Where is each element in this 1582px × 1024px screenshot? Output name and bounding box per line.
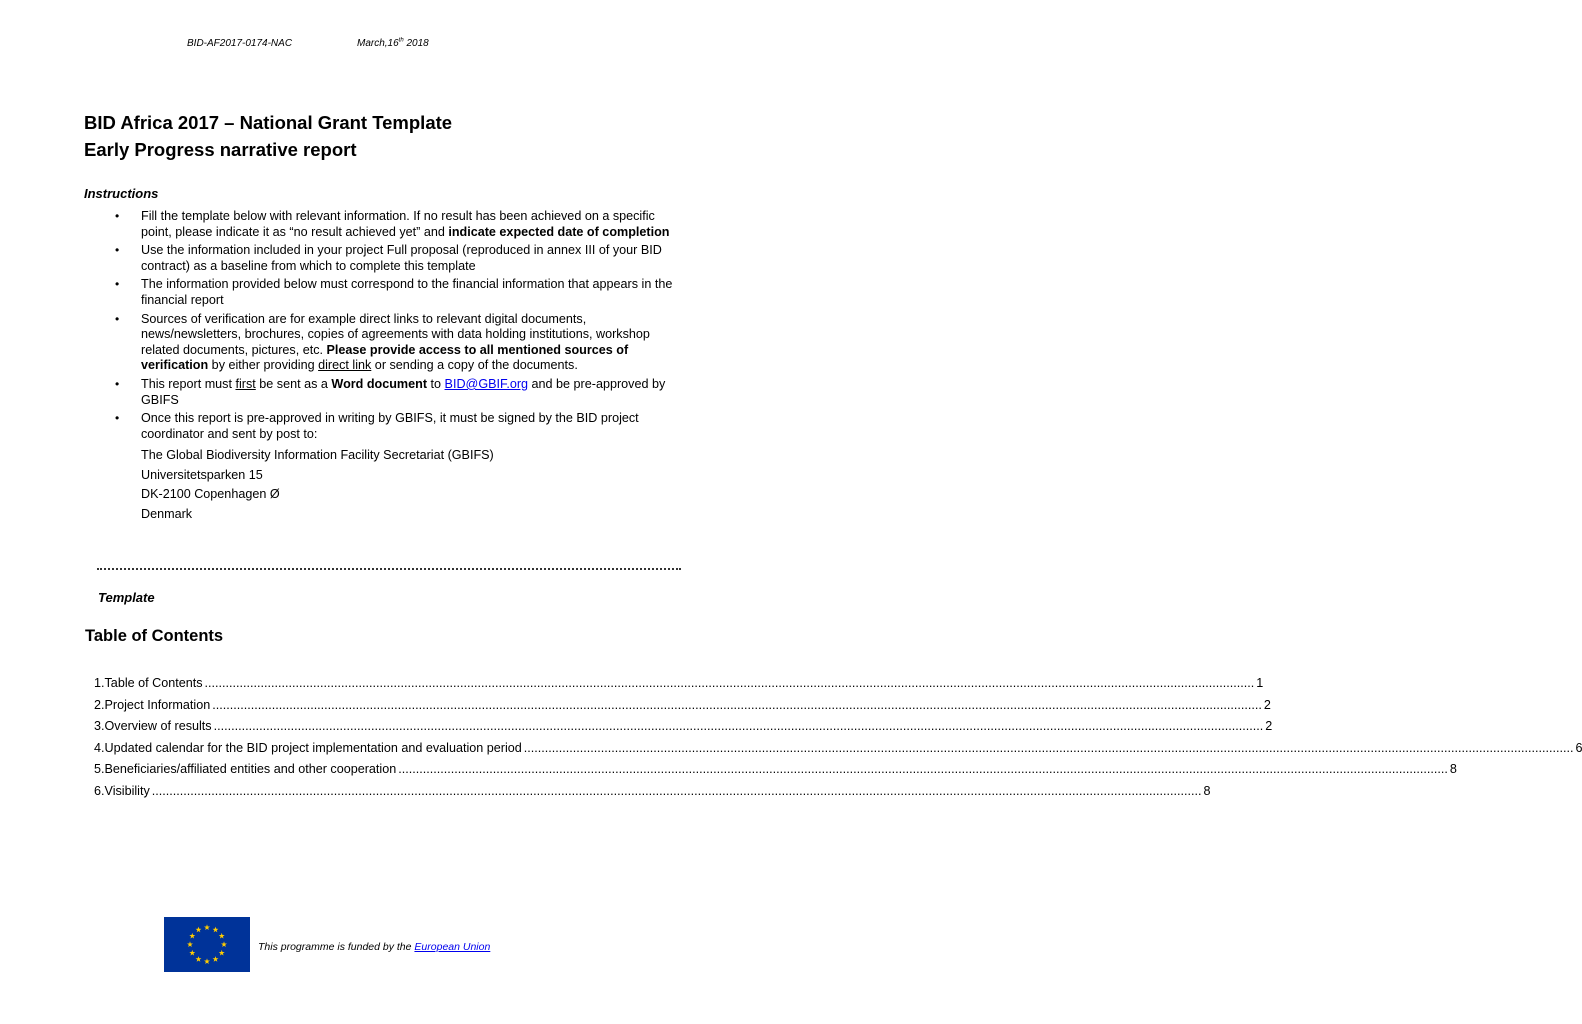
eu-star-icon: [204, 924, 210, 930]
instruction-item: [114, 243, 674, 274]
eu-star-icon: [189, 950, 195, 956]
european-union-link[interactable]: European Union: [414, 941, 491, 953]
direct-link-text: direct link: [318, 358, 372, 373]
toc-title: Table of Contents: [104, 676, 203, 690]
toc-entry[interactable]: [94, 783, 1211, 806]
toc-title: Updated calendar for the BID project implementation and evaluation period: [104, 740, 522, 755]
instruction-text: Once this report is pre-approved in writing by GBIFS, it must be signed by the BID project coordinator and sent by post to:: [141, 411, 639, 441]
email-link[interactable]: BID@GBIF.org: [444, 376, 529, 391]
toc-page: 2: [1263, 697, 1271, 712]
header-date-sup: th: [398, 37, 404, 44]
toc-title: Overview of results: [104, 719, 212, 733]
table-of-contents: [94, 676, 1582, 805]
instruction-item: [114, 411, 674, 524]
toc-heading: Table of Contents: [85, 627, 224, 645]
toc-number: 2.: [94, 697, 105, 712]
eu-star-icon: [213, 956, 219, 962]
postal-address: [141, 446, 674, 524]
eu-star-icon: [221, 941, 227, 947]
instructions-heading: Instructions: [84, 186, 159, 201]
toc-page: 1: [1256, 676, 1264, 690]
toc-leader: ............................................................................................................................................................................................................................................................................................................: [398, 762, 1448, 776]
toc-leader: ............................................................................................................................................................................................................................................................................................................: [204, 676, 1255, 690]
instruction-item: [114, 377, 674, 408]
eu-stars-icon: [164, 917, 250, 972]
address-line: The Global Biodiversity Information Facility Secretariat (GBIFS): [141, 448, 494, 463]
instruction-text: Use the information included in your project Full proposal (reproduced in annex III of your BID contract) as a baseline from which to complete this template: [141, 243, 662, 273]
instruction-text: This report must: [141, 376, 236, 391]
eu-star-icon: [204, 958, 210, 964]
eu-flag-icon: [164, 917, 250, 972]
instruction-text: The information provided below must correspond to the financial information that appears in the financial report: [141, 277, 673, 307]
toc-leader: ............................................................................................................................................................................................................................................................................................................: [212, 697, 1262, 712]
address-line: DK-2100 Copenhagen Ø: [141, 487, 280, 502]
document-subtitle: Early Progress narrative report: [84, 139, 357, 160]
toc-title: Project Information: [104, 697, 211, 712]
eu-star-icon: [196, 927, 202, 933]
toc-entry[interactable]: [94, 676, 1264, 698]
eu-star-icon: [219, 950, 225, 956]
eu-star-icon: [189, 933, 195, 939]
toc-page: 8: [1203, 783, 1211, 798]
template-label: Template: [98, 590, 155, 605]
instruction-text: by either providing: [208, 358, 319, 373]
toc-leader: ............................................................................................................................................................................................................................................................................................................: [523, 740, 1574, 755]
document-title: BID Africa 2017 – National Grant Template: [84, 112, 453, 133]
toc-title: Visibility: [104, 783, 150, 798]
footer-funding: [258, 941, 490, 953]
header-reference: BID-AF2017-0174-NAC: [187, 38, 293, 49]
toc-number: 4.: [94, 740, 105, 755]
toc-entry[interactable]: [94, 697, 1271, 720]
eu-star-icon: [196, 956, 202, 962]
toc-number: 6.: [94, 783, 105, 798]
instruction-bold: Please provide access to all mentioned sources of verification: [141, 342, 629, 373]
instruction-text: or sending a copy of the documents.: [371, 358, 578, 373]
toc-page: 6: [1575, 740, 1582, 755]
header-date: [357, 38, 429, 49]
toc-number: 5.: [94, 762, 105, 776]
instruction-text: be sent as a: [255, 376, 332, 391]
toc-leader: ............................................................................................................................................................................................................................................................................................................: [213, 719, 1264, 733]
eu-star-icon: [213, 927, 219, 933]
toc-title: Beneficiaries/affiliated entities and other cooperation: [104, 762, 397, 776]
toc-page: 8: [1449, 762, 1457, 776]
instruction-text: Sources of verification are for example direct links to relevant digital documents, news/newsletters, brochures, copies of agreements with data holding institutions, workshop related documents, pictures, etc.: [141, 311, 650, 357]
dotted-separator: [97, 568, 681, 570]
footer-text: This programme is funded by the: [258, 941, 415, 953]
instruction-item: [114, 209, 674, 240]
instruction-underline: first: [235, 376, 256, 391]
toc-leader: ............................................................................................................................................................................................................................................................................................................: [151, 783, 1202, 798]
address-line: Universitetsparken 15: [141, 467, 263, 482]
instruction-bold: Word document: [331, 376, 428, 391]
instructions-list: [114, 209, 674, 527]
address-line: Denmark: [141, 506, 193, 521]
instruction-text: and be pre-approved by GBIFS: [141, 376, 666, 407]
instruction-text: to: [427, 376, 445, 391]
instruction-item: [114, 277, 674, 308]
instruction-item: [114, 312, 674, 374]
instruction-bold: indicate expected date of completion: [448, 224, 670, 239]
header-date-main: March,16: [357, 38, 399, 49]
toc-number: 1.: [94, 676, 105, 690]
eu-star-icon: [219, 933, 225, 939]
header-date-year: 2018: [403, 38, 429, 49]
toc-entry[interactable]: [94, 762, 1457, 784]
toc-page: 2: [1265, 719, 1273, 733]
toc-entry[interactable]: [94, 719, 1273, 741]
instruction-text: Fill the template below with relevant information. If no result has been achieved on a specific point, please indicate it as “no result achieved yet” and: [141, 209, 655, 239]
toc-entry[interactable]: [94, 740, 1582, 763]
eu-star-icon: [187, 941, 193, 947]
toc-number: 3.: [94, 719, 105, 733]
